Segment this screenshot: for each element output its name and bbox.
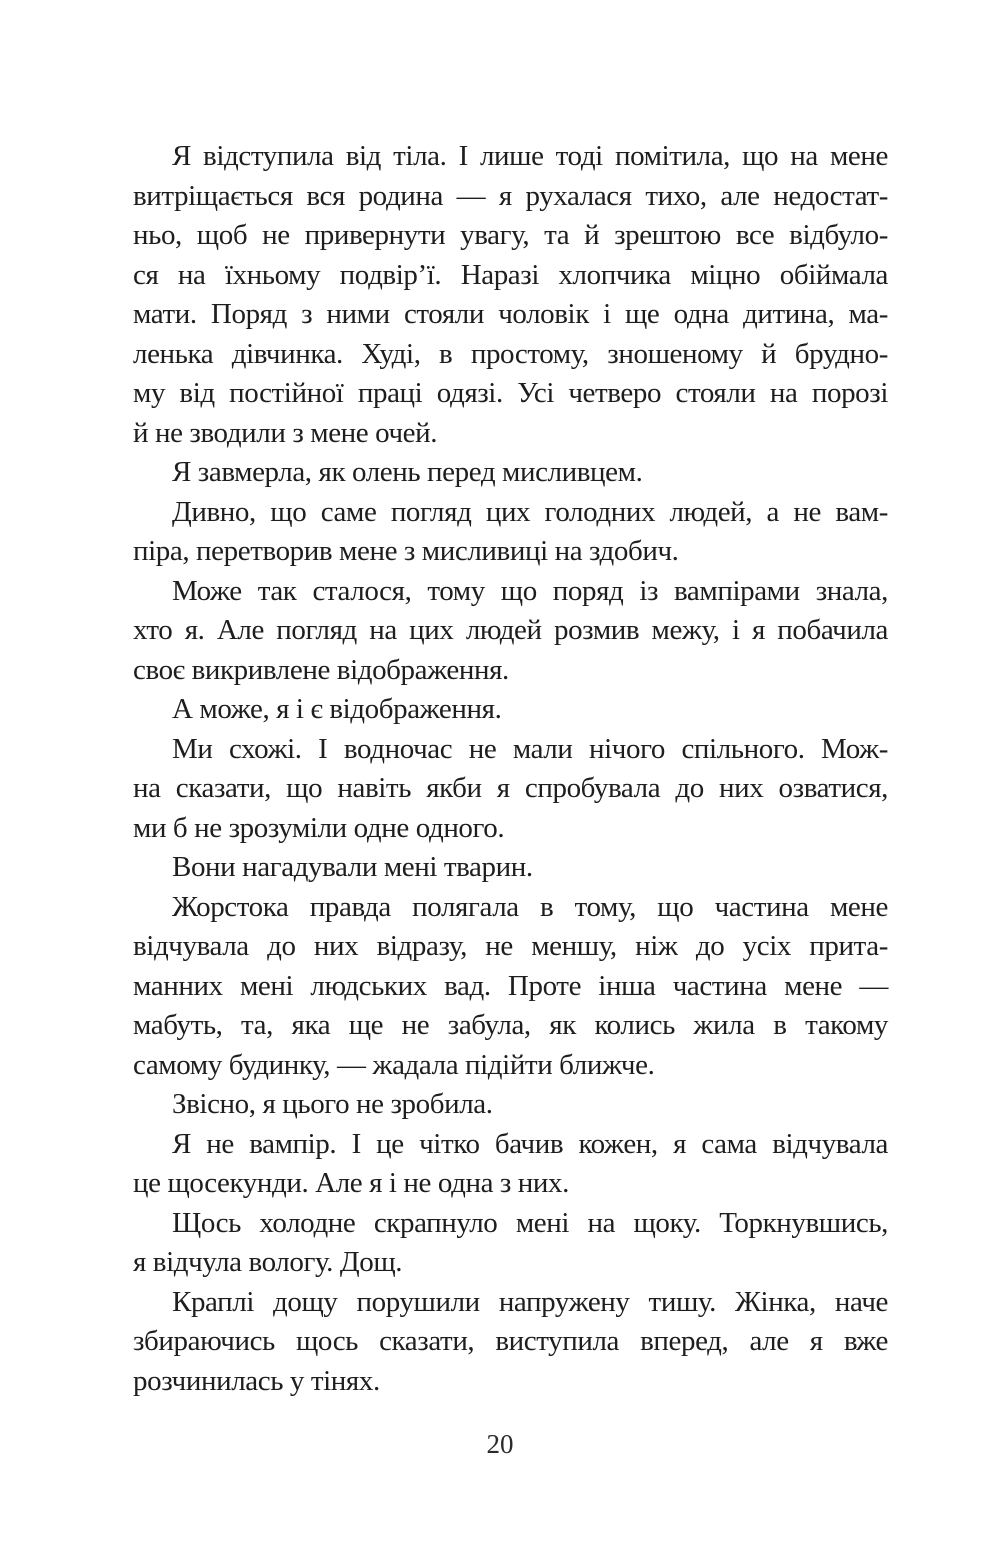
paragraph — [133, 690, 888, 730]
text-line: Вони нагадували мені тварин. — [172, 851, 533, 883]
text-line: Звісно, я цього не зробила. — [172, 1088, 493, 1120]
text-line: Жорстока правда полягала в тому, що частина мене — [172, 890, 888, 923]
text-line: ся на їхньому подвір’ї. Наразі хлопчика міцно обіймала — [133, 258, 888, 291]
paragraph — [133, 1283, 888, 1402]
text-line: я відчула вологу. Дощ. — [133, 1246, 403, 1278]
paragraph — [133, 137, 888, 453]
page-number: 20 — [486, 1429, 514, 1459]
paragraph — [133, 848, 888, 888]
text-line: Я завмерла, як олень перед мисливцем. — [172, 456, 643, 488]
paragraph — [133, 1085, 888, 1125]
text-line: це щосекунди. Але я і не одна з них. — [133, 1167, 569, 1199]
text-line: хто я. Але погляд на цих людей розмив межу, і я побачила — [133, 614, 888, 646]
text-line: манних мені людських вад. Проте інша частина мене — — [133, 969, 888, 1002]
paragraph — [133, 493, 888, 572]
paragraph — [133, 572, 888, 691]
text-line: Дивно, що саме погляд цих голодних людей, а не вам- — [172, 495, 888, 528]
text-line: Я не вампір. І це чітко бачив кожен, я сама відчувала — [172, 1127, 888, 1160]
paragraph — [133, 1125, 888, 1204]
text-line: самому будинку, — жадала підійти ближче. — [133, 1048, 655, 1081]
text-line: Ми схожі. І водночас не мали нічого спільного. Мож- — [172, 732, 888, 765]
text-line: мабуть, та, яка ще не забула, як колись жила в такому — [133, 1009, 888, 1041]
text-line: витріщається вся родина — я рухалася тихо, але недостат- — [133, 179, 888, 212]
text-line: му від постійної праці одязі. Усі четверо стояли на порозі — [133, 377, 888, 409]
text-line: Я відступила від тіла. І лише тоді помітила, що на мене — [172, 140, 888, 172]
text-line: на сказати, що навіть якби я спробувала до них озватися, — [133, 772, 888, 804]
paragraph — [133, 888, 888, 1086]
text-line: розчинилась у тінях. — [133, 1364, 380, 1397]
text-line: піра, перетворив мене з мисливиці на здобич. — [133, 535, 679, 567]
text-line: Краплі дощу порушили напружену тишу. Жінка, наче — [172, 1285, 888, 1318]
text-line: збираючись щось сказати, виступила вперед, але я вже — [133, 1325, 888, 1357]
text-line: Може так сталося, тому що поряд із вампірами знала, — [172, 574, 888, 607]
text-block — [133, 137, 888, 1401]
text-line: відчувала до них відразу, не меншу, ніж до усіх прита- — [133, 930, 888, 962]
text-line: ми б не зрозуміли одне одного. — [133, 811, 505, 844]
text-line: Щось холодне скрапнуло мені на щоку. Торкнувшись, — [172, 1206, 888, 1239]
text-line: своє викривлене відображення. — [133, 653, 509, 686]
paragraph — [133, 1204, 888, 1283]
text-line: ленька дівчинка. Худі, в простому, зношеному й брудно- — [133, 337, 888, 370]
paragraph — [133, 730, 888, 849]
text-line: мати. Поряд з ними стояли чоловік і ще одна дитина, ма- — [133, 298, 888, 330]
paragraph — [133, 453, 888, 493]
text-line: А може, я і є відображення. — [172, 693, 502, 725]
text-line: й не зводили з мене очей. — [133, 416, 438, 449]
text-line: ньо, щоб не привернути увагу, та й зрештою все відбуло- — [133, 219, 888, 251]
